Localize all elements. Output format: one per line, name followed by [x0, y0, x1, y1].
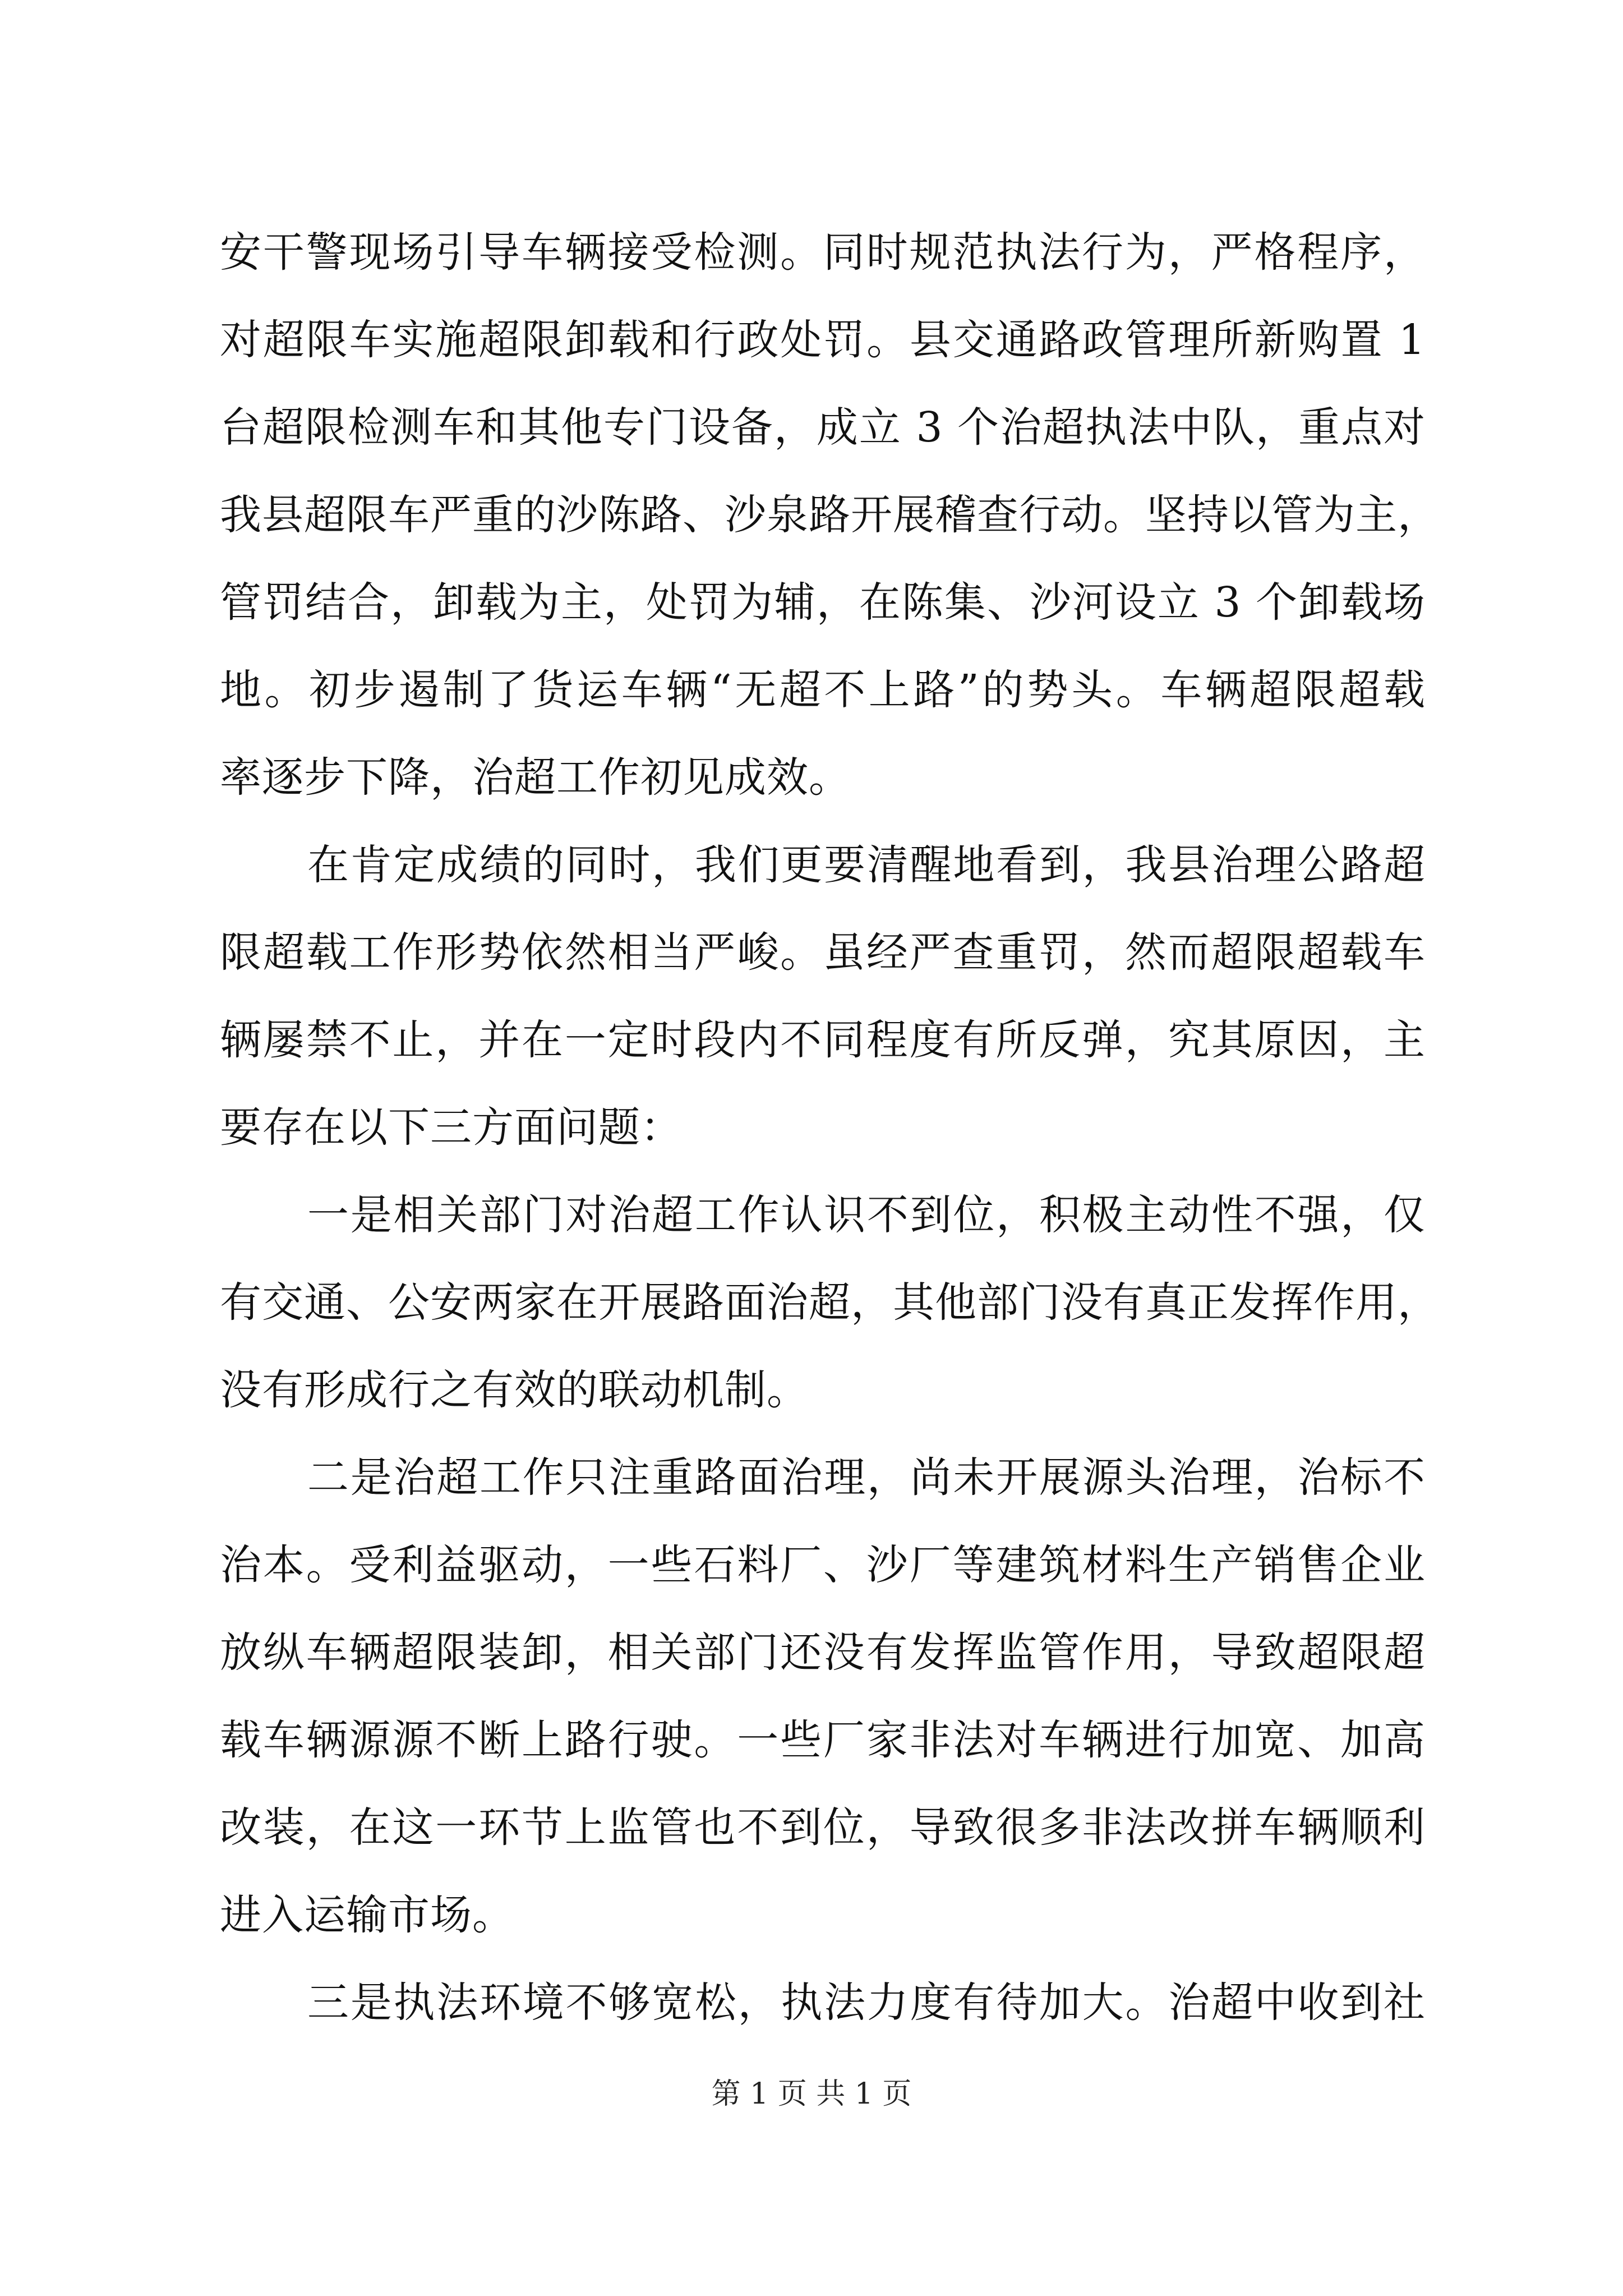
text-line: 二是治超工作只注重路面治理，尚未开展源头治理，治标不 [307, 1453, 1426, 1502]
text-line: 辆屡禁不止，并在一定时段内不同程度有所反弹，究其原因，主 [220, 1016, 1426, 1064]
text-line: 在肯定成绩的同时，我们更要清醒地看到，我县治理公路超 [307, 841, 1426, 889]
text-line: 地。初步遏制了货运车辆“无超不上路”的势头。车辆超限超载 [220, 666, 1426, 714]
text-line: 要存在以下三方面问题： [220, 1103, 683, 1152]
text-line: 进入运输市场。 [220, 1891, 514, 1939]
text-line: 管罚结合，卸载为主，处罚为辅，在陈集、沙河设立 3 个卸载场 [220, 578, 1426, 627]
paragraph-5 [220, 1959, 1426, 2046]
page-number-footer: 第 1 页 共 1 页 [711, 2077, 912, 2111]
text-line: 我县超限车严重的沙陈路、沙泉路开展稽查行动。坚持以管为主， [220, 491, 1440, 539]
text-line: 改装，在这一环节上监管也不到位，导致很多非法改拼车辆顺利 [220, 1803, 1426, 1852]
text-line: 一是相关部门对治超工作认识不到位，积极主动性不强，仅 [307, 1191, 1426, 1239]
text-line: 限超载工作形势依然相当严峻。虽经严查重罚，然而超限超载车 [220, 928, 1426, 977]
text-line: 有交通、公安两家在开展路面治超，其他部门没有真正发挥作用， [220, 1278, 1440, 1327]
text-line: 台超限检测车和其他专门设备，成立 3 个治超执法中队，重点对 [220, 403, 1426, 452]
text-line: 载车辆源源不断上路行驶。一些厂家非法对车辆进行加宽、加高 [220, 1716, 1426, 1764]
text-line: 治本。受利益驱动，一些石料厂、沙厂等建筑材料生产销售企业 [220, 1541, 1426, 1589]
paragraph-4 [220, 1434, 1426, 1959]
paragraph-1 [220, 209, 1440, 821]
text-line: 放纵车辆超限装卸，相关部门还没有发挥监管作用，导致超限超 [220, 1628, 1426, 1677]
document-body [220, 209, 1440, 2046]
paragraph-2 [220, 821, 1426, 1171]
paragraph-3 [220, 1171, 1440, 1434]
text-line: 对超限车实施超限卸载和行政处罚。县交通路政管理所新购置 1 [220, 316, 1426, 364]
text-line: 率逐步下降，治超工作初见成效。 [220, 753, 851, 802]
text-line: 安干警现场引导车辆接受检测。同时规范执法行为，严格程序， [220, 228, 1426, 277]
text-line: 没有形成行之有效的联动机制。 [220, 1366, 809, 1414]
text-line: 三是执法环境不够宽松，执法力度有待加大。治超中收到社 [307, 1978, 1426, 2027]
